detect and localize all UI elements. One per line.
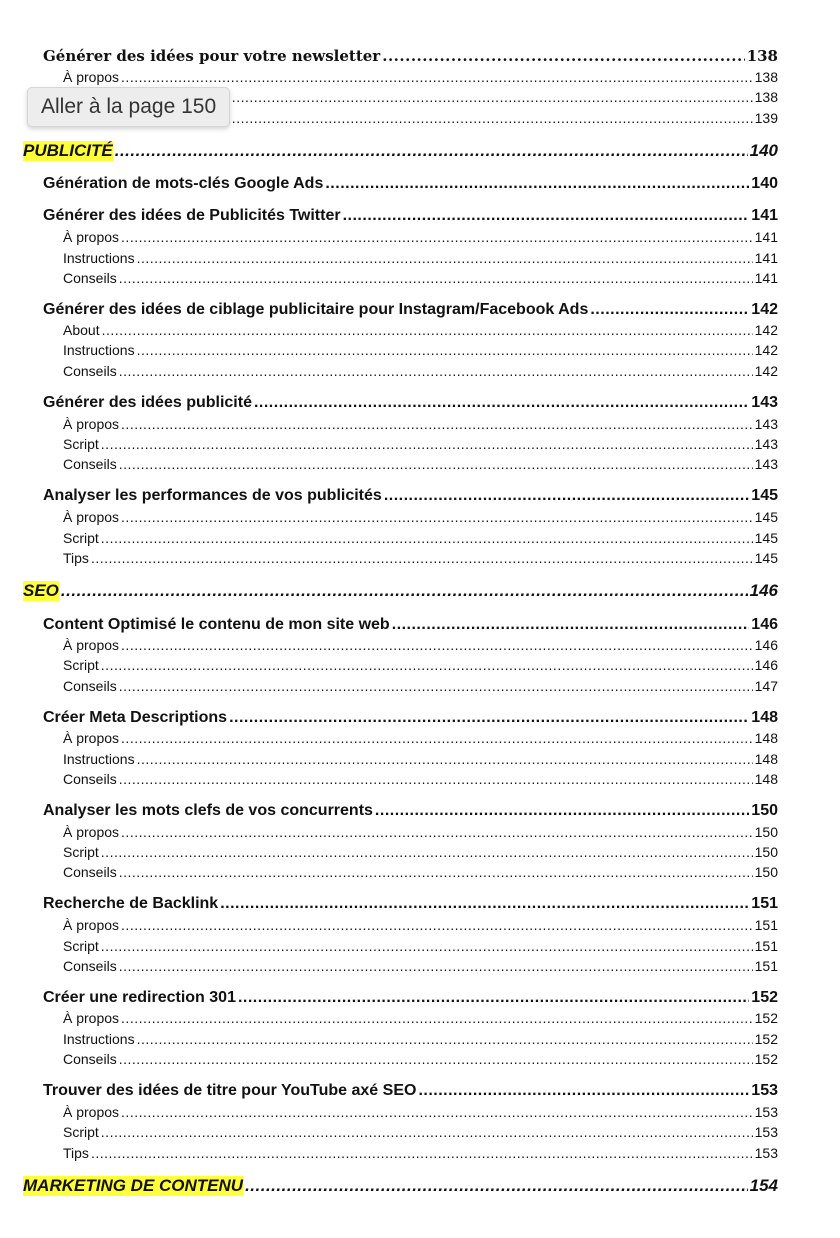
- toc-entry[interactable]: [43, 487, 778, 505]
- toc-entry[interactable]: [43, 802, 778, 820]
- dot-leader: [220, 895, 749, 913]
- toc-page-number: 139: [754, 110, 778, 126]
- dot-leader: [375, 802, 749, 820]
- toc-subentry[interactable]: [63, 657, 778, 673]
- toc-page-number: 143: [751, 394, 778, 411]
- toc-page-number: 147: [754, 678, 778, 694]
- toc-entry-label: Conseils: [63, 1051, 117, 1067]
- dot-leader: [238, 989, 749, 1007]
- toc-page-number: 143: [754, 436, 778, 452]
- dot-leader: [101, 844, 753, 860]
- toc-entry[interactable]: [43, 394, 778, 412]
- toc-subentry[interactable]: [63, 1124, 778, 1140]
- toc-subentry[interactable]: [63, 864, 778, 880]
- toc-page-number: 151: [754, 958, 778, 974]
- toc-subentry[interactable]: [63, 1010, 778, 1026]
- dot-leader: [325, 175, 749, 193]
- toc-page-number: 138: [754, 69, 778, 85]
- toc-entry-label: Conseils: [63, 456, 117, 472]
- toc-page-number: 141: [754, 250, 778, 266]
- toc-entry-label: Script: [63, 530, 99, 546]
- dot-leader: [61, 581, 748, 601]
- tooltip-label: Aller à la page 150: [41, 95, 217, 118]
- toc-entry[interactable]: [43, 895, 778, 913]
- dot-leader: [137, 250, 753, 266]
- toc-page-number: 138: [746, 47, 778, 65]
- toc-page-number: 146: [754, 657, 778, 673]
- dot-leader: [229, 709, 749, 727]
- toc-entry-label: MARKETING DE CONTENU: [23, 1176, 244, 1195]
- toc-entry-label: Script: [63, 436, 99, 452]
- toc-entry[interactable]: [43, 301, 778, 319]
- toc-page-number: 148: [754, 730, 778, 746]
- toc-subentry[interactable]: [63, 363, 778, 379]
- toc-entry-label: Instructions: [63, 1031, 135, 1047]
- toc-page-number: 146: [754, 637, 778, 653]
- toc-entry-label: Script: [63, 1124, 99, 1140]
- toc-page-number: 151: [754, 938, 778, 954]
- dot-leader: [101, 1124, 753, 1140]
- toc-entry-label: Tips: [63, 1145, 89, 1161]
- dot-leader: [121, 229, 753, 245]
- toc-page-number: 154: [749, 1176, 778, 1195]
- toc-page-number: 145: [754, 509, 778, 525]
- toc-subentry[interactable]: [63, 530, 778, 546]
- toc-entry-label: Analyser les performances de vos publicités: [43, 487, 382, 504]
- dot-leader: [392, 616, 750, 634]
- toc-subentry[interactable]: [63, 844, 778, 860]
- toc-page-number: 153: [754, 1104, 778, 1120]
- toc-subentry[interactable]: [63, 229, 778, 245]
- dot-leader: [101, 938, 753, 954]
- dot-leader: [119, 456, 753, 472]
- dot-leader: [119, 771, 753, 787]
- dot-leader: [418, 1082, 749, 1100]
- toc-page-number: 148: [751, 709, 778, 726]
- toc-page-number: 140: [749, 141, 778, 160]
- toc-subentry[interactable]: [63, 958, 778, 974]
- toc-entry-label: Générer des idées pour votre newsletter: [43, 47, 381, 65]
- dot-leader: [119, 1051, 753, 1067]
- toc-subentry[interactable]: [63, 436, 778, 452]
- toc-page-number: 153: [754, 1145, 778, 1161]
- toc-entry-label: Générer des idées de Publicités Twitter: [43, 207, 341, 224]
- toc-page-number: 146: [751, 616, 778, 633]
- dot-leader: [102, 322, 753, 338]
- toc-subentry[interactable]: [63, 1051, 778, 1067]
- toc-entry-label: Content Optimisé le contenu de mon site web: [43, 616, 390, 633]
- toc-page-number: 152: [754, 1010, 778, 1026]
- toc-entry-label: Script: [63, 844, 99, 860]
- toc-entry-label: Analyser les mots clefs de vos concurrents: [43, 802, 373, 819]
- dot-leader: [119, 864, 753, 880]
- dot-leader: [119, 678, 753, 694]
- toc-entry-label: Trouver des idées de titre pour YouTube axé SEO: [43, 1082, 417, 1099]
- toc-entry-label: Conseils: [63, 363, 117, 379]
- toc-subentry[interactable]: [63, 342, 778, 358]
- toc-page-number: 142: [754, 363, 778, 379]
- toc-page-number: 153: [751, 1082, 778, 1099]
- toc-entry-label: À propos: [63, 1010, 120, 1026]
- toc-page-number: 150: [754, 844, 778, 860]
- toc-entry-label: À propos: [63, 416, 120, 432]
- toc-entry-label: Script: [63, 657, 99, 673]
- toc-entry[interactable]: [43, 709, 778, 727]
- toc-entry-label: Instructions: [63, 751, 135, 767]
- toc-subentry[interactable]: [63, 824, 778, 840]
- dot-leader: [121, 1010, 753, 1026]
- toc-subentry[interactable]: [63, 771, 778, 787]
- toc-section-entry[interactable]: [23, 1176, 778, 1196]
- dot-leader: [115, 141, 748, 161]
- toc-entry-label: À propos: [63, 637, 120, 653]
- toc-entry-label: SEO: [23, 581, 59, 600]
- toc-subentry[interactable]: [63, 730, 778, 746]
- toc-entry-label: À propos: [63, 229, 120, 245]
- toc-page-number: 145: [751, 487, 778, 504]
- dot-leader: [101, 657, 753, 673]
- toc-page-number: 148: [754, 751, 778, 767]
- toc-page-number: 140: [751, 175, 778, 192]
- dot-leader: [254, 394, 749, 412]
- toc-page-number: 142: [754, 322, 778, 338]
- toc-entry-label: Instructions: [63, 250, 135, 266]
- toc-page-number: 151: [751, 895, 778, 912]
- toc-page-number: 148: [754, 771, 778, 787]
- toc-entry-label: Conseils: [63, 864, 117, 880]
- toc-subentry[interactable]: [63, 917, 778, 933]
- toc-entry-label: Génération de mots-clés Google Ads: [43, 175, 324, 192]
- toc-subentry[interactable]: [63, 550, 778, 566]
- toc-page-number: 142: [751, 301, 778, 318]
- toc-entry-label: Conseils: [63, 771, 117, 787]
- toc-subentry[interactable]: [63, 1104, 778, 1120]
- dot-leader: [121, 69, 753, 85]
- toc-entry-label: Instructions: [63, 342, 135, 358]
- dot-leader: [121, 1104, 753, 1120]
- dot-leader: [384, 487, 749, 505]
- toc-subentry[interactable]: [63, 322, 778, 338]
- toc-entry[interactable]: [43, 989, 778, 1007]
- dot-leader: [101, 436, 753, 452]
- dot-leader: [590, 301, 749, 319]
- dot-leader: [121, 917, 753, 933]
- dot-leader: [137, 342, 753, 358]
- toc-entry[interactable]: [43, 47, 778, 65]
- toc-section-entry[interactable]: [23, 141, 778, 161]
- dot-leader: [119, 958, 753, 974]
- toc-page-number: 152: [754, 1031, 778, 1047]
- toc-section-entry[interactable]: [23, 581, 778, 601]
- toc-entry-label: Créer Meta Descriptions: [43, 709, 228, 726]
- toc-page-number: 142: [754, 342, 778, 358]
- toc-page-number: 152: [751, 989, 778, 1006]
- toc-page-number: 145: [754, 550, 778, 566]
- toc-subentry[interactable]: [63, 69, 778, 85]
- toc-entry-label: Générer des idées publicité: [43, 394, 252, 411]
- dot-leader: [382, 47, 744, 65]
- toc-entry-label: Conseils: [63, 958, 117, 974]
- toc-entry-label: À propos: [63, 509, 120, 525]
- toc-subentry[interactable]: [63, 637, 778, 653]
- toc-page-number: 141: [754, 270, 778, 286]
- toc-page-number: 143: [754, 416, 778, 432]
- toc-entry-label: Conseils: [63, 270, 117, 286]
- dot-leader: [121, 509, 753, 525]
- toc-subentry[interactable]: [63, 751, 778, 767]
- dot-leader: [137, 1031, 753, 1047]
- toc-entry-label: Conseils: [63, 678, 117, 694]
- toc-entry[interactable]: [43, 175, 778, 193]
- toc-page-number: 151: [754, 917, 778, 933]
- toc-entry-label: Script: [63, 938, 99, 954]
- toc-subentry[interactable]: [63, 416, 778, 432]
- toc-entry-label: Créer une redirection 301: [43, 989, 236, 1006]
- toc-page-number: 153: [754, 1124, 778, 1140]
- toc-subentry[interactable]: [63, 456, 778, 472]
- toc-page-number: 146: [749, 581, 778, 600]
- toc-subentry[interactable]: [63, 1145, 778, 1161]
- dot-leader: [137, 751, 753, 767]
- toc-page-number: 150: [754, 864, 778, 880]
- toc-entry-label: Recherche de Backlink: [43, 895, 219, 912]
- toc-entry-label: Tips: [63, 550, 89, 566]
- toc-page-number: 143: [754, 456, 778, 472]
- toc-subentry[interactable]: [63, 509, 778, 525]
- dot-leader: [121, 637, 753, 653]
- toc-entry[interactable]: [43, 616, 778, 634]
- toc-entry-label: À propos: [63, 1104, 120, 1120]
- toc-page-number: 152: [754, 1051, 778, 1067]
- toc-subentry[interactable]: [63, 938, 778, 954]
- toc-page-number: 150: [751, 802, 778, 819]
- dot-leader: [119, 270, 753, 286]
- toc-entry-label: PUBLICITÉ: [23, 141, 113, 160]
- dot-leader: [121, 824, 753, 840]
- toc-entry-label: À propos: [63, 730, 120, 746]
- dot-leader: [119, 363, 753, 379]
- toc-entry[interactable]: [43, 207, 778, 225]
- toc-subentry[interactable]: [63, 1031, 778, 1047]
- toc-entry-label: About: [63, 322, 100, 338]
- toc-subentry[interactable]: [63, 678, 778, 694]
- dot-leader: [101, 530, 753, 546]
- toc-subentry[interactable]: [63, 270, 778, 286]
- toc-entry-label: À propos: [63, 69, 120, 85]
- toc-page-number: 141: [754, 229, 778, 245]
- dot-leader: [343, 207, 750, 225]
- toc-page-number: 138: [754, 89, 778, 105]
- toc-page-number: 145: [754, 530, 778, 546]
- dot-leader: [121, 730, 753, 746]
- toc-page-number: 150: [754, 824, 778, 840]
- toc-entry[interactable]: [43, 1082, 778, 1100]
- toc-page-number: 141: [751, 207, 778, 224]
- dot-leader: [245, 1176, 748, 1196]
- toc-entry-label: Générer des idées de ciblage publicitaire pour Instagram/Facebook Ads: [43, 301, 589, 318]
- toc-entry-label: À propos: [63, 917, 120, 933]
- toc-entry-label: À propos: [63, 824, 120, 840]
- dot-leader: [91, 550, 753, 566]
- toc-subentry[interactable]: [63, 250, 778, 266]
- dot-leader: [121, 416, 753, 432]
- dot-leader: [91, 1145, 753, 1161]
- go-to-page-tooltip: [27, 87, 230, 127]
